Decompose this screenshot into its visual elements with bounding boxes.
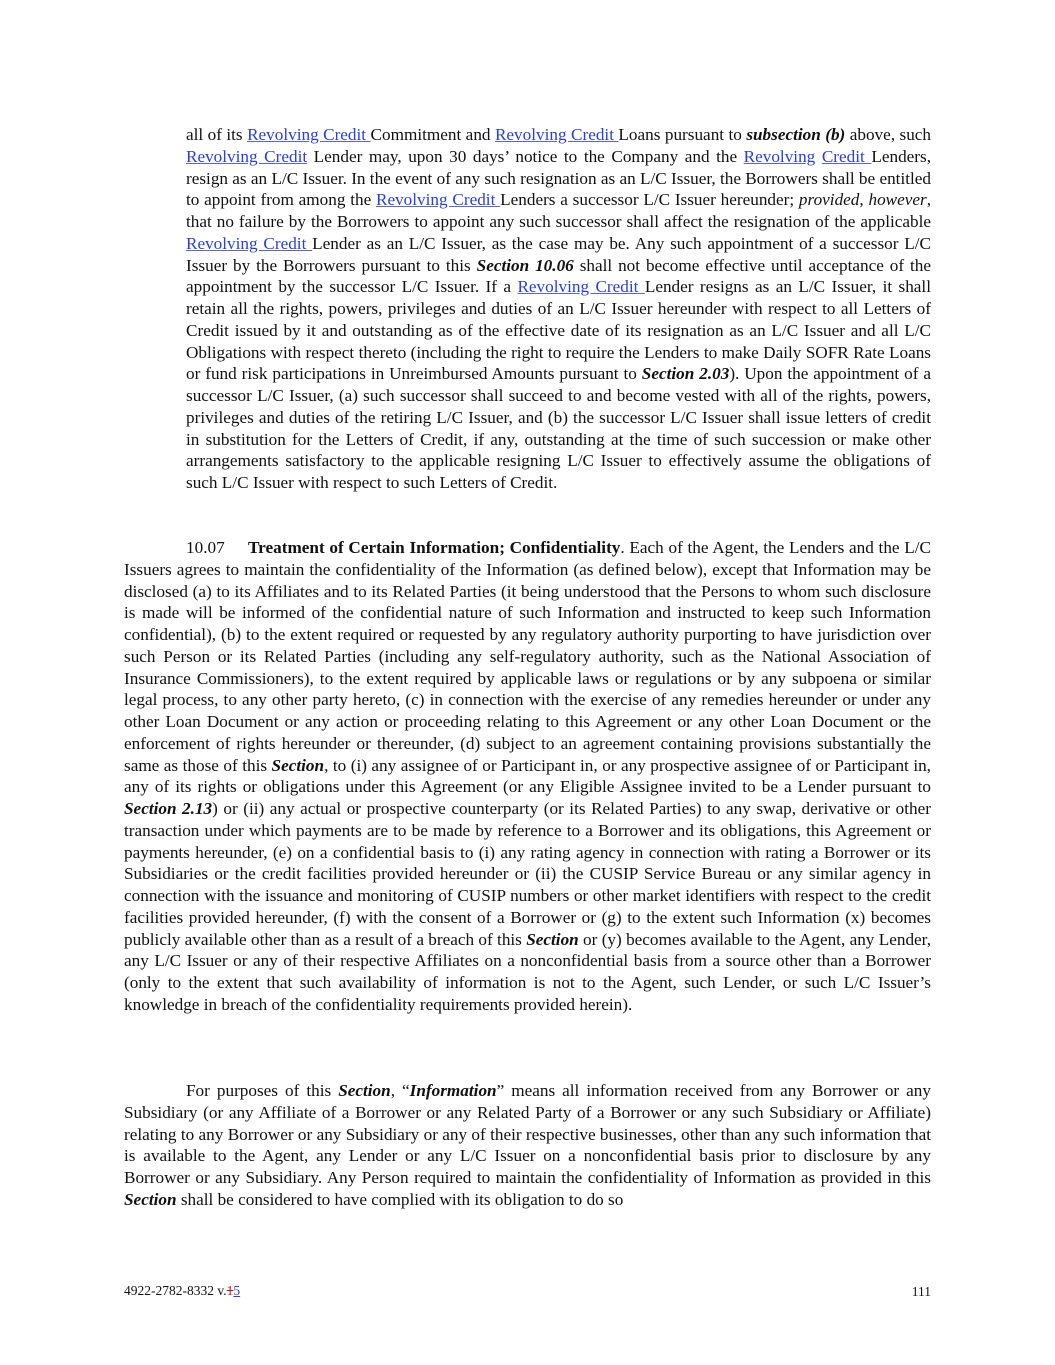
page-number: 111 <box>911 1284 931 1299</box>
revolving-credit-link[interactable]: Revolving Credit <box>186 146 308 166</box>
section-reference: subsection (b) <box>746 125 846 144</box>
revolving-credit-link[interactable]: Revolving Credit <box>376 190 501 210</box>
revolving-credit-link[interactable]: Credit <box>821 146 872 166</box>
revolving-credit-link[interactable]: Revolving Credit <box>186 233 313 253</box>
section-number: 10.07 <box>186 538 225 557</box>
italic-term-however: however <box>868 190 927 210</box>
revolving-credit-link[interactable]: Revolving Credit <box>494 125 619 144</box>
section-reference: Section <box>271 755 325 775</box>
section-reference: Section <box>338 1081 391 1100</box>
paragraph-lc-issuer-resignation: all of its Revolving Credit Commitment and Revolving Credit Loans pursuant to subsection (b) above, such Revolving Credit Lender may, upon 30 days’ notice to the Company and the Revolving Credit Lenders, resign as an L/C Issuer. In the event of any such resignation as an L/C Issuer, the Borrowers shall be entitled to appoint from among the Revolving Credit Lenders a successor L/C Issuer hereunder; provided, however, that no failure by the Borrowers to appoint any such successor shall affect the resignation of the applicable Revolving Credit Lender as an L/C Issuer, as the case may be. Any such appointment of a successor L/C Issuer by the Borrowers pursuant to this Section 10.06 shall not become effective until acceptance of the appointment by the successor L/C Issuer. If a Revolving Credit Lender resigns as an L/C Issuer, it shall retain all the rights, powers, privileges and duties of an L/C Issuer hereunder with respect to all Letters of Credit issued by it and outstanding as of the effective date of its resignation as an L/C Issuer and all L/C Obligations with respect thereto (including the right to require the Lenders to make Daily SOFR Rate Loans or fund risk participations in Unreimbursed Amounts pursuant to Section 2.03). Upon the appointment of a successor L/C Issuer, (a) such successor shall succeed to and become vested with all of the rights, powers, privileges and duties of the retiring L/C Issuer, and (b) the successor L/C Issuer shall issue letters of credit in substitution for the Letters of Credit, if any, outstanding at the time of such succession or make other arrangements satisfactory to the applicable resigning L/C Issuer to effectively assume the obligations of such L/C Issuer with respect to such Letters of Credit. <box>186 125 932 492</box>
section-heading: Treatment of Certain Information; Confidentiality <box>248 538 621 557</box>
section-reference: Section 2.03 <box>641 364 730 384</box>
footer-document-id: 4922-2782-8332 v.15 <box>124 1283 241 1298</box>
defined-term-information: Information <box>409 1081 497 1100</box>
section-reference: Section <box>526 929 579 949</box>
version-deleted: 1 <box>226 1283 234 1298</box>
revolving-credit-link[interactable]: Revolving Credit <box>517 277 645 297</box>
italic-term-provided: provided <box>798 190 860 210</box>
section-reference: Section 2.13 <box>124 799 213 818</box>
section-reference: Section <box>124 1189 177 1209</box>
version-inserted: 5 <box>233 1283 241 1298</box>
revolving-credit-link[interactable]: Revolving Credit <box>247 125 371 144</box>
paragraph-information-definition: For purposes of this Section, “Information” means all information received from any Borrower or any Subsidiary (or any Affiliate of a Borrower or any Related Party of a Borrower or any such Subsidiary or Affiliate) relating to any Borrower or any Subsidiary or any of their respective businesses, other than any such information that is available to the Agent, any Lender or any L/C Issuer on a nonconfidential basis prior to disclosure by any Borrower or any Subsidiary. Any Person required to maintain the confidentiality of Information as provided in this Section shall be considered to have complied with its obligation to do so <box>124 1081 931 1209</box>
paragraph-section-10-07: 10.07 Treatment of Certain Information; Confidentiality. Each of the Agent, the Lenders and the L/C Issuers agrees to maintain the confidentiality of the Information (as defined below), except that Information may be disclosed (a) to its Affiliates and to its Related Parties (it being understood that the Persons to whom such disclosure is made will be informed of the confidential nature of such Information and instructed to keep such Information confidential), (b) to the extent required or requested by any regulatory authority purporting to have jurisdiction over such Person or its Related Parties (including any self-regulatory authority, such as the National Association of Insurance Commissioners), to the extent required by applicable laws or regulations or by any subpoena or similar legal process, to any other party hereto, (c) in connection with the exercise of any remedies hereunder or under any other Loan Document or any action or proceeding relating to this Agreement or any other Loan Document or the enforcement of rights hereunder or thereunder, (d) subject to an agreement containing provisions substantially the same as those of this Section, to (i) any assignee of or Participant in, or any prospective assignee of or Participant in, any of its rights or obligations under this Agreement (or any Eligible Assignee invited to be a Lender pursuant to Section 2.13) or (ii) any actual or prospective counterparty (or its Related Parties) to any swap, derivative or other transaction under which payments are to be made by reference to a Borrower and its obligations, this Agreement or payments hereunder, (e) on a confidential basis to (i) any rating agency in connection with rating a Borrower or its Subsidiaries or the credit facilities provided hereunder or (ii) the CUSIP Service Bureau or any similar agency in connection with the issuance and monitoring of CUSIP numbers or other market identifiers with respect to the credit facilities provided hereunder, (f) with the consent of a Borrower or (g) to the extent such Information (x) becomes publicly available other than as a result of a breach of this Section or (y) becomes available to the Agent, any Lender, any L/C Issuer or any of their respective Affiliates on a nonconfidential basis from a source other than a Borrower (only to the extent that such availability of information is not to the Agent, such Lender, or such L/C Issuer’s knowledge in breach of the confidentiality requirements provided herein). <box>124 538 931 1014</box>
revolving-credit-link[interactable]: Revolving <box>743 146 816 166</box>
section-reference: Section 10.06 <box>476 255 574 275</box>
